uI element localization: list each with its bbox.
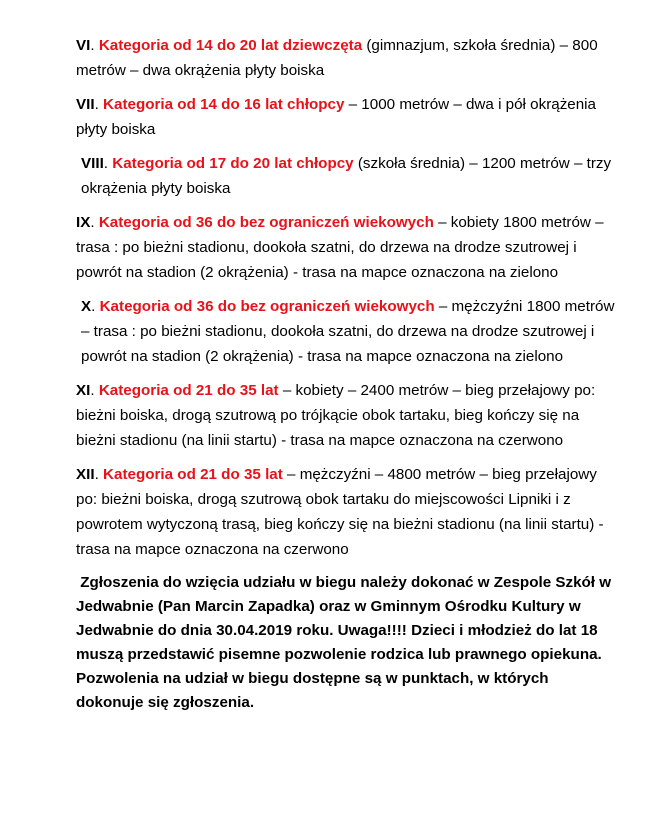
item-number: XII bbox=[76, 466, 95, 483]
item-number: VIII bbox=[81, 155, 104, 172]
item-number: X bbox=[81, 298, 92, 315]
category-title: Kategoria od 21 do 35 lat bbox=[98, 382, 279, 399]
category-title: Kategoria od 36 do bez ograniczeń wiekowych bbox=[98, 214, 434, 231]
category-description: – mężczyźni – 4800 metrów – bieg przełajowy po: bieżni boiska, drogą szutrową obok tartaku do miejscowości Lipniki i z powrotem wytyczoną trasą, bieg kończy się na bieżni stadionu (na linii startu) - trasa na mapce oznaczona na czerwono bbox=[76, 466, 604, 558]
category-title: Kategoria od 14 do 20 lat dziewczęta bbox=[98, 37, 363, 54]
category-item-xii: XII. Kategoria od 21 do 35 lat – mężczyźni – 4800 metrów – bieg przełajowy po: bieżni boiska, drogą szutrową obok tartaku do miejscowości Lipniki i z powrotem wytyczoną trasą, bieg kończy się na bieżni stadionu (na linii startu) - trasa na mapce oznaczona na czerwono bbox=[76, 466, 604, 558]
category-description: – kobiety 1800 metrów – trasa : po bieżni stadionu, dookoła szatni, do drzewa na drodze szutrowej i powrót na stadion (2 okrążenia) - trasa na mapce oznaczona na zielono bbox=[76, 214, 604, 281]
registration-notice bbox=[76, 571, 616, 715]
category-description: – 1000 metrów – dwa i pół okrążenia płyty boiska bbox=[76, 96, 597, 138]
category-title: Kategoria od 36 do bez ograniczeń wiekowych bbox=[99, 298, 435, 315]
category-description: (gimnazjum, szkoła średnia) – 800 metrów – dwa okrążenia płyty boiska bbox=[76, 37, 598, 79]
category-title: Kategoria od 17 do 20 lat chłopcy bbox=[112, 155, 354, 172]
category-title: Kategoria od 14 do 16 lat chłopcy bbox=[103, 96, 345, 113]
category-description: (szkoła średnia) – 1200 metrów – trzy okrążenia płyty boiska bbox=[81, 155, 612, 197]
item-number: IX bbox=[76, 214, 91, 231]
category-item-viii: VIII. Kategoria od 17 do 20 lat chłopcy (szkoła średnia) – 1200 metrów – trzy okrążenia płyty boiska bbox=[81, 155, 612, 197]
category-item-x: X. Kategoria od 36 do bez ograniczeń wiekowych – mężczyźni 1800 metrów – trasa : po bieżni stadionu, dookoła szatni, do drzewa na drodze szutrowej i powrót na stadion (2 okrążenia) - trasa na mapce oznaczona na zielono bbox=[81, 298, 615, 365]
registration-notice-text: Zgłoszenia do wzięcia udziału w biegu należy dokonać w Zespole Szkół w Jedwabnie (Pan Marcin Zapadka) oraz w Gminnym Ośrodku Kultury w Jedwabnie do dnia 30.04.2019 roku. Uwaga!!!! Dzieci i młodzież do lat 18 muszą przedstawić pisemne pozwolenie rodzica lub prawnego opiekuna. Pozwolenia na udział w biegu dostępne są w punktach, w których dokonuje się zgłoszenia. bbox=[76, 574, 612, 711]
item-number: VI bbox=[76, 37, 91, 54]
category-title: Kategoria od 21 do 35 lat bbox=[103, 466, 283, 483]
document-page bbox=[76, 33, 616, 715]
category-item-xi: XI. Kategoria od 21 do 35 lat – kobiety – 2400 metrów – bieg przełajowy po: bieżni boiska, drogą szutrową po trójkącie obok tartaku, bieg kończy się na bieżni stadionu (na linii startu) - trasa na mapce oznaczona na czerwono bbox=[76, 382, 596, 449]
category-item-vii: VII. Kategoria od 14 do 16 lat chłopcy – 1000 metrów – dwa i pół okrążenia płyty boiska bbox=[76, 96, 597, 138]
item-number: XI bbox=[76, 382, 91, 399]
category-item-ix: IX. Kategoria od 36 do bez ograniczeń wiekowych – kobiety 1800 metrów – trasa : po bieżni stadionu, dookoła szatni, do drzewa na drodze szutrowej i powrót na stadion (2 okrążenia) - trasa na mapce oznaczona na zielono bbox=[76, 214, 604, 281]
category-item-vi: VI. Kategoria od 14 do 20 lat dziewczęta (gimnazjum, szkoła średnia) – 800 metrów – dwa okrążenia płyty boiska bbox=[76, 37, 598, 79]
category-description: – kobiety – 2400 metrów – bieg przełajowy po: bieżni boiska, drogą szutrową po trójkącie obok tartaku, bieg kończy się na bieżni stadionu (na linii startu) - trasa na mapce oznaczona na czerwono bbox=[76, 382, 596, 449]
category-description: – mężczyźni 1800 metrów – trasa : po bieżni stadionu, dookoła szatni, do drzewa na drodze szutrowej i powrót na stadion (2 okrążenia) - trasa na mapce oznaczona na zielono bbox=[81, 298, 615, 365]
item-number: VII bbox=[76, 96, 95, 113]
